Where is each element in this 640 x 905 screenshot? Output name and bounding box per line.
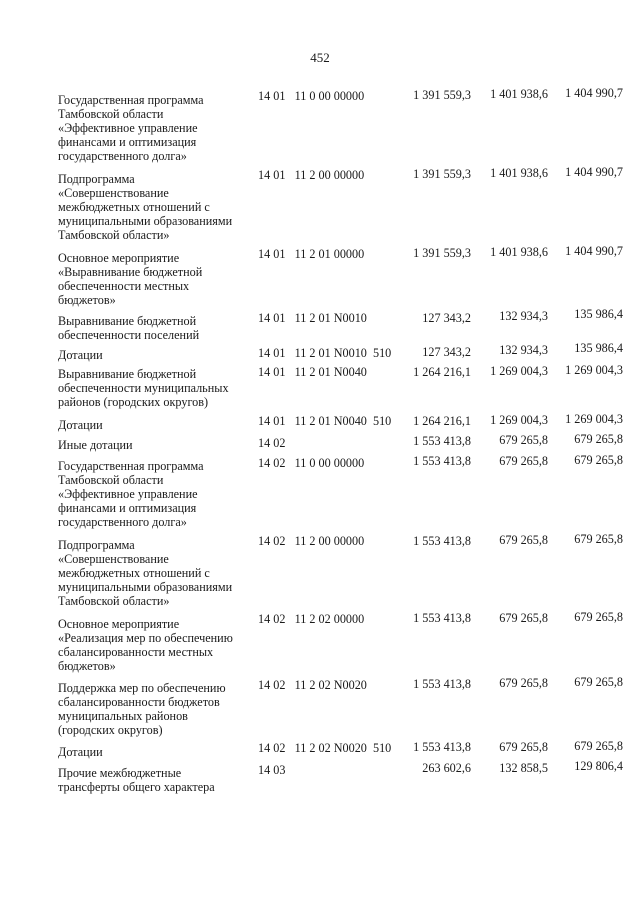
row-name: Дотации <box>58 348 103 362</box>
value-year-2: 132 858,5 <box>499 761 548 775</box>
row-name: Основное мероприятие «Реализация мер по обеспечению сбалансированности местных бюджетов» <box>58 617 233 673</box>
value-year-2: 679 265,8 <box>499 611 548 625</box>
row-name: Государственная программа Тамбовской области «Эффективное управление финансами и оптимизация государственного долга» <box>58 459 204 529</box>
value-year-2: 1 269 004,3 <box>490 413 548 427</box>
row-code: 14 01 11 2 01 N0010 510 <box>258 346 392 360</box>
value-year-1: 1 553 413,8 <box>413 611 471 625</box>
row-code: 14 02 11 0 00 00000 <box>258 456 365 470</box>
value-year-3: 135 986,4 <box>574 341 623 355</box>
value-year-2: 679 265,8 <box>499 454 548 468</box>
value-year-2: 1 401 938,6 <box>490 245 548 259</box>
value-year-3: 679 265,8 <box>574 610 623 624</box>
row-name: Поддержка мер по обеспечению сбалансированности бюджетов муниципальных районов (городских округов) <box>58 681 226 737</box>
row-code: 14 01 11 2 01 N0040 <box>258 365 367 379</box>
row-name: Основное мероприятие «Выравнивание бюджетной обеспеченности местных бюджетов» <box>58 251 203 307</box>
value-year-1: 1 553 413,8 <box>413 454 471 468</box>
value-year-1: 1 264 216,1 <box>413 414 471 428</box>
row-code: 14 02 11 2 02 N0020 510 <box>258 741 392 755</box>
value-year-2: 679 265,8 <box>499 533 548 547</box>
row-code: 14 02 11 2 02 N0020 <box>258 678 367 692</box>
value-year-3: 679 265,8 <box>574 532 623 546</box>
value-year-1: 1 391 559,3 <box>413 167 471 181</box>
value-year-2: 1 401 938,6 <box>490 166 548 180</box>
value-year-1: 1 264 216,1 <box>413 365 471 379</box>
value-year-1: 1 391 559,3 <box>413 88 471 102</box>
value-year-2: 1 401 938,6 <box>490 87 548 101</box>
row-code: 14 02 <box>258 436 286 450</box>
value-year-3: 129 806,4 <box>574 759 623 773</box>
row-code: 14 01 11 2 01 N0010 <box>258 311 367 325</box>
row-code: 14 02 11 2 00 00000 <box>258 534 365 548</box>
row-name: Дотации <box>58 745 103 759</box>
value-year-3: 1 404 990,7 <box>565 86 623 100</box>
page-number: 452 <box>310 50 330 65</box>
row-name: Выравнивание бюджетной обеспеченности поселений <box>58 314 200 342</box>
value-year-1: 1 553 413,8 <box>413 434 471 448</box>
row-name: Выравнивание бюджетной обеспеченности муниципальных районов (городских округов) <box>58 367 229 409</box>
row-code: 14 03 <box>258 763 286 777</box>
row-name: Подпрограмма «Совершенствование межбюджетных отношений с муниципальными образованиями Тамбовской области» <box>58 172 233 242</box>
value-year-3: 1 269 004,3 <box>565 363 623 377</box>
value-year-1: 263 602,6 <box>422 761 471 775</box>
row-code: 14 01 11 2 01 N0040 510 <box>258 414 392 428</box>
value-year-2: 679 265,8 <box>499 740 548 754</box>
value-year-3: 1 404 990,7 <box>565 244 623 258</box>
value-year-2: 679 265,8 <box>499 676 548 690</box>
value-year-1: 127 343,2 <box>422 345 471 359</box>
row-code: 14 02 11 2 02 00000 <box>258 612 365 626</box>
row-code: 14 01 11 2 01 00000 <box>258 247 365 261</box>
value-year-2: 132 934,3 <box>499 343 548 357</box>
value-year-1: 1 391 559,3 <box>413 246 471 260</box>
value-year-3: 1 269 004,3 <box>565 412 623 426</box>
row-name: Иные дотации <box>58 438 133 452</box>
value-year-1: 127 343,2 <box>422 311 471 325</box>
row-code: 14 01 11 2 00 00000 <box>258 168 365 182</box>
row-name: Государственная программа Тамбовской области «Эффективное управление финансами и оптимизация государственного долга» <box>58 93 204 163</box>
value-year-2: 1 269 004,3 <box>490 364 548 378</box>
value-year-3: 1 404 990,7 <box>565 165 623 179</box>
value-year-2: 679 265,8 <box>499 433 548 447</box>
value-year-1: 1 553 413,8 <box>413 677 471 691</box>
value-year-3: 679 265,8 <box>574 432 623 446</box>
value-year-2: 132 934,3 <box>499 309 548 323</box>
value-year-1: 1 553 413,8 <box>413 740 471 754</box>
row-name: Подпрограмма «Совершенствование межбюджетных отношений с муниципальными образованиями Тамбовской области» <box>58 538 233 608</box>
row-name: Дотации <box>58 418 103 432</box>
row-code: 14 01 11 0 00 00000 <box>258 89 365 103</box>
value-year-3: 679 265,8 <box>574 675 623 689</box>
value-year-1: 1 553 413,8 <box>413 534 471 548</box>
value-year-3: 679 265,8 <box>574 739 623 753</box>
row-name: Прочие межбюджетные трансферты общего характера <box>58 766 215 794</box>
value-year-3: 135 986,4 <box>574 307 623 321</box>
value-year-3: 679 265,8 <box>574 453 623 467</box>
